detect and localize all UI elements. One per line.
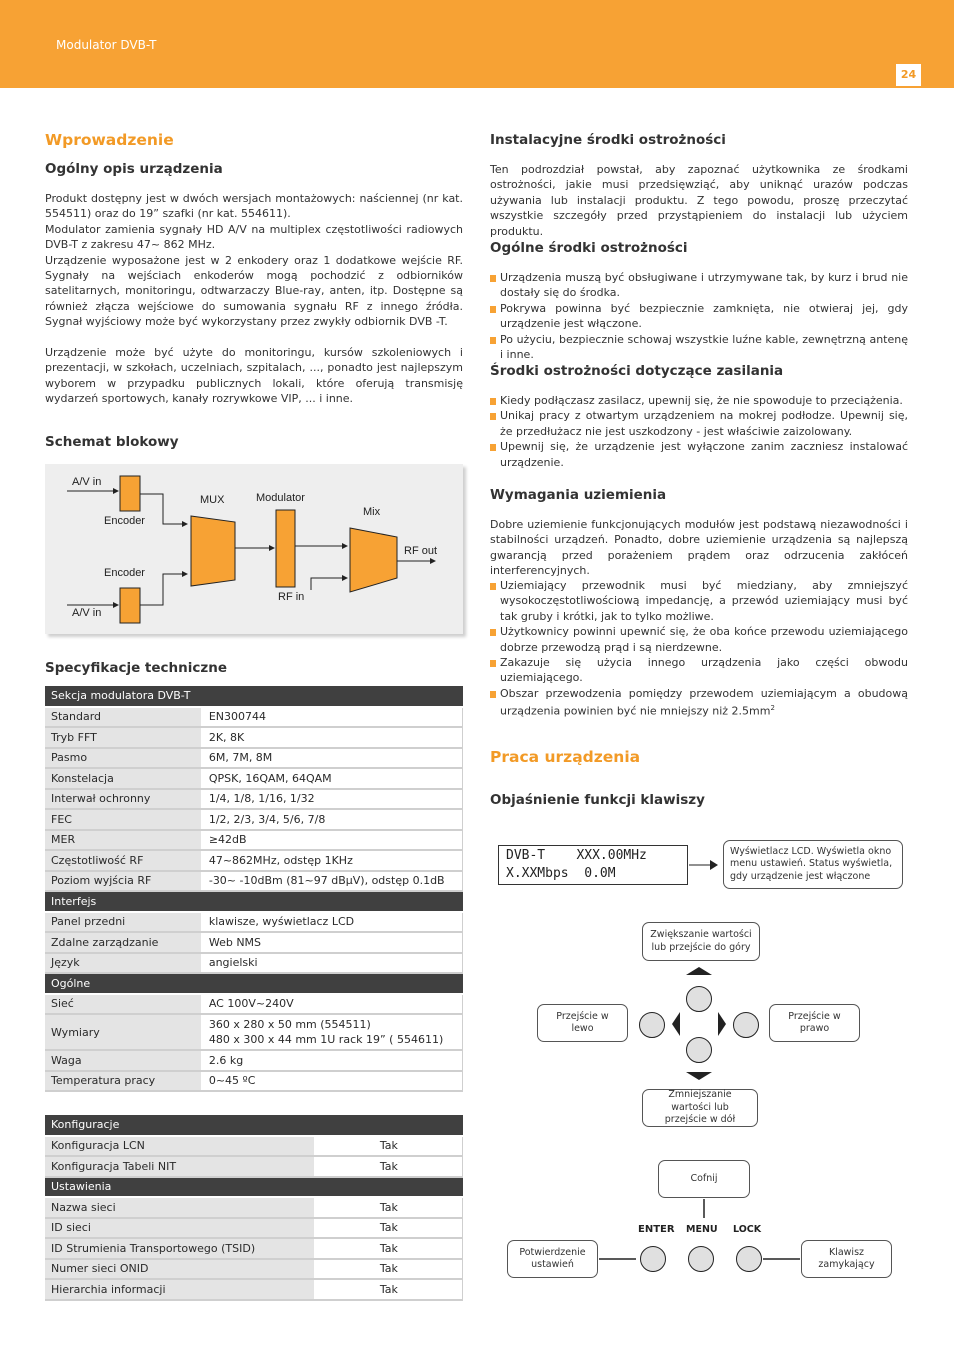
- row-label: Numer sieci ONID: [45, 1259, 315, 1280]
- operation-heading: Praca urządzenia: [490, 748, 641, 766]
- row-label: Konstelacja: [45, 768, 202, 789]
- lcd-line: X.XXMbps 0.0M: [506, 866, 616, 881]
- mix-label: Mix: [363, 506, 381, 518]
- row-value: Web NMS: [202, 932, 463, 953]
- row-label: MER: [45, 830, 202, 851]
- row-value: 1/4, 1/8, 1/16, 1/32: [202, 789, 463, 810]
- row-value: QPSK, 16QAM, 64QAM: [202, 768, 463, 789]
- lock-key[interactable]: [736, 1246, 762, 1272]
- enter-key-label: ENTER: [638, 1224, 675, 1235]
- general-precautions-heading: Ogólne środki ostrożności: [490, 240, 688, 256]
- row-value: 2K, 8K: [202, 727, 463, 748]
- row-label: Konfiguracja LCN: [45, 1136, 315, 1157]
- row-label: Standard: [45, 707, 202, 728]
- av-in-label: A/V in: [72, 607, 102, 619]
- block-diagram-heading: Schemat blokowy: [45, 434, 179, 450]
- row-value: Tak: [315, 1136, 463, 1157]
- row-value: angielski: [202, 953, 463, 974]
- row-value: EN300744: [202, 707, 463, 728]
- row-label: Interwał ochronny: [45, 789, 202, 810]
- row-value: klawisze, wyświetlacz LCD: [202, 912, 463, 933]
- keys-heading: Objaśnienie funkcji klawiszy: [490, 792, 705, 808]
- list-item: Kiedy podłączasz zasilacz, upewnij się, że nie spowoduje to przeciążenia.: [490, 393, 908, 408]
- row-value: Tak: [315, 1238, 463, 1259]
- row-value: 47~862MHz, odstęp 1KHz: [202, 850, 463, 871]
- rf-in-label: RF in: [278, 591, 305, 603]
- install-heading: Instalacyjne środki ostrożności: [490, 132, 726, 148]
- row-label: Nazwa sieci: [45, 1197, 315, 1218]
- row-label: Tryb FFT: [45, 727, 202, 748]
- dims-line: 360 x 280 x 50 mm (554511): [208, 1017, 371, 1031]
- row-label: Konfiguracja Tabeli NIT: [45, 1156, 315, 1177]
- overview-heading: Ogólny opis urządzenia: [45, 161, 223, 177]
- overview-paragraph: Modulator zamienia sygnały HD A/V na multiplex częstotliwości radiowych DVB-T z zakresu 47~ 862 MHz.: [45, 222, 463, 252]
- grounding-heading: Wymagania uziemienia: [490, 487, 667, 503]
- table-section-header: Ustawienia: [45, 1177, 463, 1198]
- row-value: -30~ -10dBm (81~97 dBμV), odstęp 0.1dB: [202, 871, 463, 892]
- grounding-text: Dobre uziemienie funkcjonujących modułów jest podstawą niezawodności i stabilności urządzeń. Ponadto, dobre uziemienie urządzenia są najlepszą gwarancją przed porażeniem prądem oraz odrzucenia zakłóceń interferencyjnych.: [490, 518, 908, 578]
- row-value: ≥42dB: [202, 830, 463, 851]
- right-key[interactable]: [733, 1012, 759, 1038]
- rf-out-label: RF out: [404, 545, 438, 557]
- left-key[interactable]: [639, 1012, 665, 1038]
- menu-key[interactable]: [688, 1246, 714, 1272]
- row-value: 0~45 ºC: [202, 1071, 463, 1092]
- list-item: Po użyciu, bezpiecznie schowaj wszystkie luźne kable, zewnętrzną antenę i inne.: [490, 332, 908, 363]
- row-label: Poziom wyjścia RF: [45, 871, 202, 892]
- overview-paragraph: Urządzenie może być użyte do monitoringu, kursów szkoleniowych i prezentacji, w szkołach, uczelniach, szpitalach, ..., ponadto jest najlepszym wyborem w przypadku publicznych lokali, które oferują transmisję wydarzeń sportowych, kanały rozrywkowe VIP, ... i inne.: [45, 346, 463, 406]
- lcd-line: DVB-T XXX.00MHz: [506, 848, 647, 863]
- superscript: 2: [770, 704, 775, 713]
- row-value: Tak: [315, 1218, 463, 1239]
- row-label: ID sieci: [45, 1218, 315, 1239]
- list-item: Urządzenia muszą być obsługiwane i utrzymywane tak, by kurz i brud nie dostały się do środka.: [490, 270, 908, 301]
- up-key[interactable]: [686, 986, 712, 1012]
- row-value: 2.6 kg: [202, 1050, 463, 1071]
- modulator-label: Modulator: [256, 492, 305, 504]
- row-label: Panel przedni: [45, 912, 202, 933]
- list-item: Użytkownicy powinni upewnić się, że oba końce przewodu uziemiającego dobrze przewodzą prąd i są nierdzewne.: [490, 624, 908, 655]
- install-text: Ten podrozdział powstał, aby zapoznać użytkownika ze środkami ostrożności, jakie musi przedsięwziąć, aby uniknąć urazów podczas używania lub instalacji produktu. Z tego powodu, proszę przeczytać wszystkie szczegóły przed przystąpieniem do instalacji lub użyciem produktu.: [490, 163, 908, 238]
- up-callout: Zwiększanie wartości lub przejście do góry: [642, 922, 760, 961]
- page-number: 24: [896, 64, 921, 86]
- row-value: Tak: [315, 1156, 463, 1177]
- encoder-label: Encoder: [104, 567, 145, 579]
- row-label: FEC: [45, 809, 202, 830]
- arrow-right-icon: [718, 1012, 726, 1036]
- row-label: Częstotliwość RF: [45, 850, 202, 871]
- dims-line: 480 x 300 x 44 mm 1U rack 19” ( 554611): [208, 1033, 444, 1046]
- arrow-left-icon: [672, 1012, 680, 1036]
- enter-key[interactable]: [640, 1246, 666, 1272]
- list-item: Uziemiający przewodnik musi być miedziany, aby zmniejszyć wysokoczęstotliwościową impedancję, a przewód uziemiający musi być tak gruby i krótki, jak to tylko możliwe.: [490, 578, 908, 624]
- menu-key-label: MENU: [686, 1224, 718, 1235]
- row-label: Zdalne zarządzanie: [45, 932, 202, 953]
- down-key[interactable]: [686, 1037, 712, 1063]
- row-value: Tak: [315, 1197, 463, 1218]
- list-item: Pokrywa powinna być bezpiecznie zamknięta, nie otwieraj jej, gdy urządzenie jest włączone.: [490, 301, 908, 332]
- row-value: 6M, 7M, 8M: [202, 748, 463, 769]
- left-callout: Przejście w lewo: [537, 1004, 628, 1042]
- row-value: Tak: [315, 1279, 463, 1300]
- row-label: Pasmo: [45, 748, 202, 769]
- row-value: Tak: [315, 1259, 463, 1280]
- row-label: Waga: [45, 1050, 202, 1071]
- row-label: Hierarchia informacji: [45, 1279, 315, 1300]
- row-label: Sieć: [45, 994, 202, 1015]
- intro-heading: Wprowadzenie: [45, 131, 174, 149]
- lcd-callout: Wyświetlacz LCD. Wyświetla okno menu ustawień. Status wyświetla, gdy urządzenie jest włączone: [723, 840, 903, 889]
- right-callout: Przejście w prawo: [769, 1004, 860, 1042]
- lock-callout: Klawisz zamykający: [801, 1240, 892, 1278]
- row-label: Temperatura pracy: [45, 1071, 202, 1092]
- list-item: Unikaj pracy z otwartym urządzeniem na mokrej podłodze. Upewnij się, że przedłużacz nie jest uszkodzony - jest właściwie zaizolowany.: [490, 408, 908, 439]
- list-item: Zakazuje się użycia innego urządzenia jako części obwodu uziemiającego.: [490, 655, 908, 686]
- table-section-header: Sekcja modulatora DVB-T: [45, 686, 463, 707]
- row-label: Wymiary: [45, 1014, 202, 1050]
- av-in-label: A/V in: [72, 476, 102, 488]
- list-item: Upewnij się, że urządzenie jest wyłączone zanim zaczniesz instalować urządzenie.: [490, 439, 908, 470]
- row-value: 1/2, 2/3, 3/4, 5/6, 7/8: [202, 809, 463, 830]
- power-precautions-heading: Środki ostrożności dotyczące zasilania: [490, 363, 784, 379]
- spec-heading: Specyfikacje techniczne: [45, 660, 228, 676]
- row-label: ID Strumienia Transportowego (TSID): [45, 1238, 315, 1259]
- table-section-header: Ogólne: [45, 973, 463, 994]
- overview-paragraph: Urządzenie wyposażone jest w 2 enkodery oraz 1 dodatkowe wejście RF. Sygnały na wejściach enkoderów mogą pochodzić z odbiorników satelitarnych, monitoringu, odtwarzaczy Blue-ray, anten, itp. Dostępne są również złącza wejściowe do sumowania sygnału RF z innego źródła. Sygnał wyjściowy może być wykorzystany przez zwykły odbiornik DVB -T.: [45, 253, 463, 329]
- down-callout: Zmniejszanie wartości lub przejście w dół: [642, 1089, 758, 1127]
- encoder-label: Encoder: [104, 515, 145, 527]
- confirm-callout: Potwierdzenie ustawień: [507, 1240, 598, 1278]
- table-section-header: Interfejs: [45, 891, 463, 912]
- row-label: Język: [45, 953, 202, 974]
- overview-paragraph: Produkt dostępny jest w dwóch wersjach montażowych: naściennej (nr kat. 554511) oraz do 19” szafki (nr kat. 554611).: [45, 192, 463, 221]
- table-section-header: Konfiguracje: [45, 1115, 463, 1136]
- row-value: AC 100V~240V: [202, 994, 463, 1015]
- lock-key-label: LOCK: [733, 1224, 762, 1235]
- document-title: Modulator DVB-T: [56, 38, 157, 52]
- back-callout: Cofnij: [658, 1160, 750, 1198]
- arrow-down-icon: [686, 1072, 712, 1080]
- list-item-text: Obszar przewodzenia pomiędzy przewodem uziemiającym a obudową urządzenia powinien być nie mniejszy niż 2.5mm: [500, 686, 908, 718]
- mux-label: MUX: [200, 494, 225, 506]
- arrow-up-icon: [686, 967, 712, 975]
